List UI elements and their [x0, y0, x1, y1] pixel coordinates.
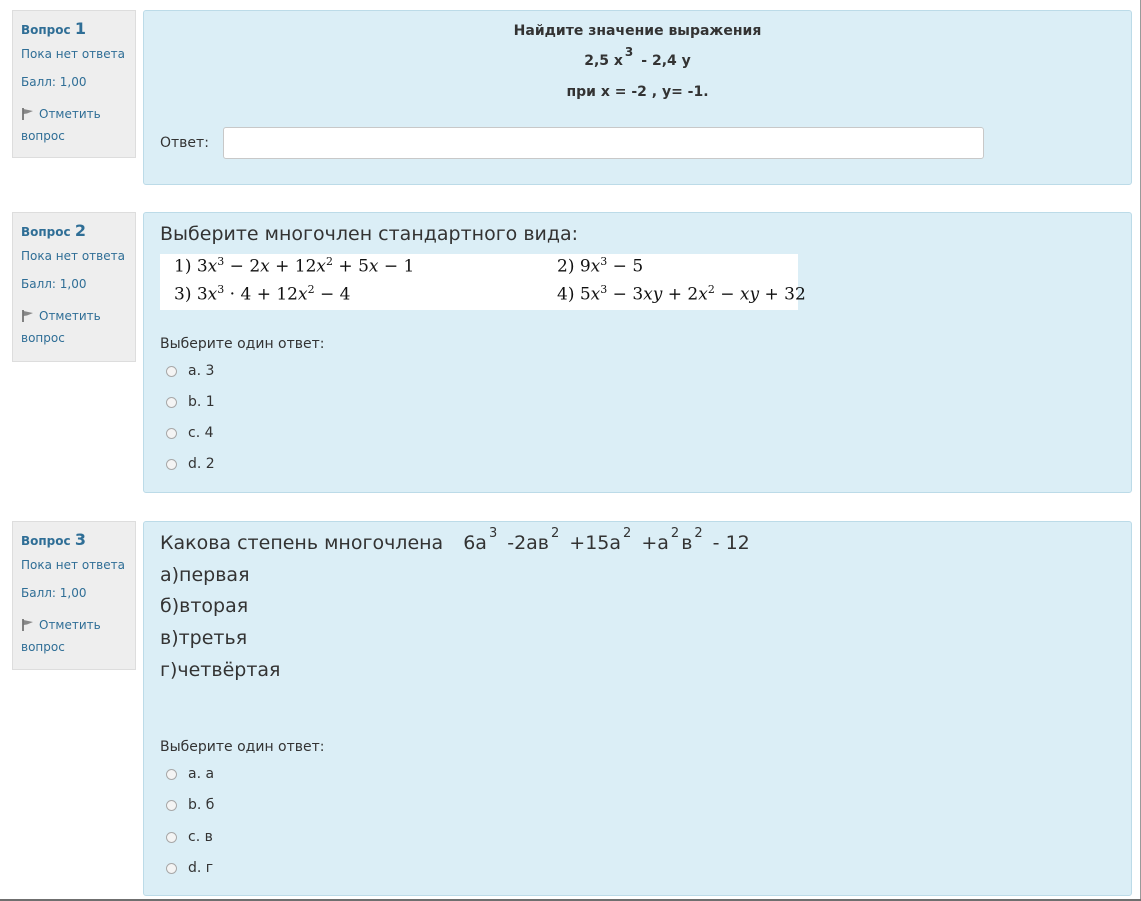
question-content-3: [143, 521, 1132, 896]
formula-option-4: 4) $5x^3 - 3xy + 2x^2$ − xy + 32: [557, 283, 806, 305]
question-grade: Балл: 1,00: [21, 277, 87, 291]
radio-button[interactable]: [166, 832, 177, 843]
flag-question-link[interactable]: [21, 614, 127, 658]
question-number: [21, 530, 127, 549]
question-info-2: [12, 212, 136, 362]
question-title: Выберите многочлен стандартного вида:: [160, 223, 579, 245]
option-label: a. а: [188, 766, 215, 782]
flag-label: Отметить вопрос: [21, 618, 101, 654]
option-label: d. г: [188, 860, 214, 876]
question-grade: Балл: 1,00: [21, 586, 87, 600]
option-label: b. 1: [188, 394, 215, 410]
flag-icon: [21, 107, 35, 121]
answer-option[interactable]: [166, 361, 214, 381]
question-label: Вопрос: [21, 23, 71, 37]
formula-option-2: 2) $9x^3 - 5$: [557, 255, 644, 277]
flag-label: Отметить вопрос: [21, 107, 101, 143]
answer-prompt: Выберите один ответ:: [160, 336, 325, 352]
flag-label: Отметить вопрос: [21, 309, 101, 345]
polynomial-options-image: [160, 254, 806, 310]
flag-icon: [21, 618, 35, 632]
choice-line: в)третья: [160, 627, 248, 649]
answer-option[interactable]: [166, 423, 214, 443]
choice-line: б)вторая: [160, 595, 249, 617]
choice-line: г)четвёртая: [160, 659, 281, 681]
question-number-value: 3: [74, 530, 86, 549]
answer-option[interactable]: [166, 858, 213, 878]
question-expression: [144, 45, 1131, 69]
radio-button[interactable]: [166, 366, 177, 377]
question-state: Пока нет ответа: [21, 47, 125, 61]
question-text: [160, 526, 750, 554]
answer-option[interactable]: [166, 827, 213, 847]
option-label: a. 3: [188, 363, 215, 379]
question-state: Пока нет ответа: [21, 249, 125, 263]
question-info-1: [12, 10, 136, 158]
question-number: [21, 221, 127, 240]
option-label: c. в: [188, 829, 213, 845]
formula-option-1: 1) $3x^3 - 2x + 12x^2 + 5x - 1$: [174, 255, 415, 277]
question-content-1: [143, 10, 1132, 185]
answer-prompt: Выберите один ответ:: [160, 739, 325, 755]
radio-button[interactable]: [166, 863, 177, 874]
radio-button[interactable]: [166, 769, 177, 780]
question-label: Вопрос: [21, 534, 71, 548]
choice-line: а)первая: [160, 564, 250, 586]
question-number: [21, 19, 127, 38]
option-label: d. 2: [188, 456, 215, 472]
expression-part: 2,5 x: [584, 53, 623, 69]
question-info-3: [12, 521, 136, 670]
answer-input[interactable]: [223, 127, 984, 159]
question-content-2: [143, 212, 1132, 493]
question-prefix: Какова степень многочлена: [160, 532, 444, 554]
question-state: Пока нет ответа: [21, 558, 125, 572]
answer-option[interactable]: [166, 392, 215, 412]
answer-option[interactable]: [166, 764, 214, 784]
expression-exponent: 3: [624, 45, 634, 59]
question-number-value: 2: [74, 221, 86, 240]
expression-part: - 2,4 y: [641, 53, 691, 69]
polynomial-expression: 6а $^3$ -2ав $^2$ +15а $^2$ +а $^2$ в $^2$ - 12: [463, 526, 750, 554]
question-grade: Балл: 1,00: [21, 75, 87, 89]
question-number-value: 1: [74, 19, 86, 38]
flag-question-link[interactable]: [21, 305, 127, 349]
flag-icon: [21, 309, 35, 323]
question-condition: при x = -2 , y= -1.: [566, 84, 709, 100]
answer-option[interactable]: [166, 795, 214, 815]
radio-button[interactable]: [166, 459, 177, 470]
question-label: Вопрос: [21, 225, 71, 239]
radio-button[interactable]: [166, 428, 177, 439]
question-text-line: Найдите значение выражения: [513, 23, 762, 39]
formula-option-3: 3) $3x^3 \cdot 4 + 12x^2 - 4$: [174, 283, 351, 305]
flag-question-link[interactable]: [21, 103, 127, 147]
radio-button[interactable]: [166, 397, 177, 408]
answer-label: Ответ:: [160, 135, 209, 151]
option-label: b. б: [188, 797, 215, 813]
radio-button[interactable]: [166, 800, 177, 811]
option-label: c. 4: [188, 425, 214, 441]
answer-option[interactable]: [166, 454, 215, 474]
